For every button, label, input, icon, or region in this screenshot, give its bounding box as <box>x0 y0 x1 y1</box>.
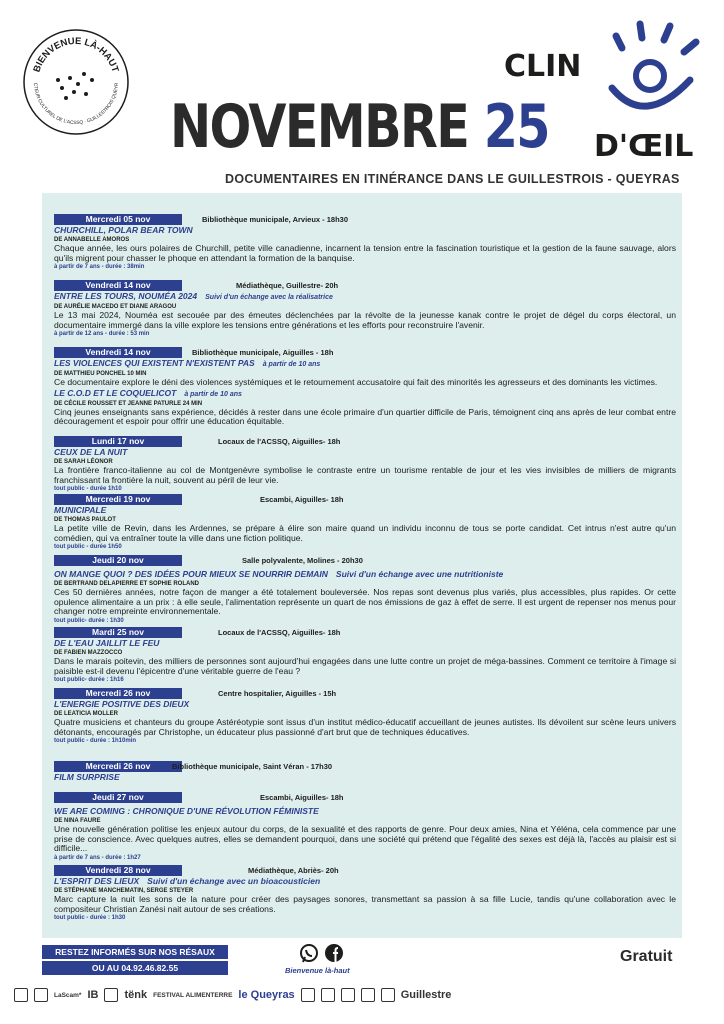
event-meta: tout public- durée : 1h30 <box>54 617 124 624</box>
event-venue: Locaux de l'ACSSQ, Aiguilles- 18h <box>218 437 341 446</box>
event-item <box>54 761 676 783</box>
event-item <box>54 555 676 626</box>
phone-banner[interactable]: OU AU 04.92.46.82.55 <box>42 961 228 975</box>
film-note: Suivi d'un échange avec une nutritioniste <box>335 569 504 579</box>
film-description: La frontière franco-italienne au col de Montgenèvre symbolise le contraste entre un tourisme rentable de jour et les vies invisibles de milliers de migrants franchissant la frontière la nuit, souvent au péril de leur vie. <box>54 465 676 485</box>
logo-bottom-text: CTEUR CULTUREL DE L'ACSSQ · GUILLESTROIS QUEYR <box>31 82 121 127</box>
event-venue: Médiathèque, Guillestre- 20h <box>236 281 339 290</box>
partner-logo-icon <box>321 988 335 1002</box>
event-date: Jeudi 20 nov <box>54 555 182 566</box>
event-item <box>54 214 676 272</box>
film-director: DE MATTHIEU PONCHEL 10 MIN <box>54 371 147 377</box>
film-note: à partir de 10 ans <box>262 361 321 368</box>
event-meta: tout public- durée : 1h16 <box>54 677 124 684</box>
event-date: Vendredi 28 nov <box>54 865 182 876</box>
film-title: CHURCHILL, POLAR BEAR TOWN <box>54 225 193 235</box>
film-description: Dans le marais poitevin, des milliers de personnes sont aujourd'hui engagées dans une lutte contre un projet de méga-bassines. Comment ce territoire à l'image si paisible est-il devenu l'épicentre d'une véritable guerre de l'eau ? <box>54 656 676 676</box>
film-director: DE CÉCILE ROUSSET ET JEANNE PATURLE 24 MIN <box>54 400 203 407</box>
event-venue: Salle polyvalente, Molines - 20h30 <box>242 556 363 565</box>
event-date: Vendredi 14 nov <box>54 347 182 358</box>
film-description: Quatre musiciens et chanteurs du groupe Astéréotypie sont issus d'un institut médico-éducatif accueillant de jeunes autistes. Ils dévoilent sur scène leurs univers détonants, encouragés par Christophe, un éducateur plus passionné d'art brut que de techniques éducatives. <box>54 717 676 737</box>
film-director: DE SARAH LÉONOR <box>54 459 113 465</box>
event-venue: Bibliothèque municipale, Saint Véran - 17h30 <box>172 762 333 771</box>
event-item <box>54 688 676 746</box>
film-title: MUNICIPALE <box>54 505 107 515</box>
facebook-icon[interactable] <box>325 944 343 962</box>
page-title <box>170 92 549 162</box>
event-venue: Locaux de l'ACSSQ, Aiguilles- 18h <box>218 628 341 637</box>
brand-line2: D'ŒIL <box>594 129 694 164</box>
partner-logo-icon <box>301 988 315 1002</box>
event-meta: tout public - durée 1h50 <box>54 544 122 551</box>
event-meta: à partir de 12 ans - durée : 53 min <box>54 331 150 338</box>
event-venue: Centre hospitalier, Aiguilles - 15h <box>218 689 337 698</box>
event-date: Mercredi 26 nov <box>54 761 182 772</box>
event-date: Mercredi 19 nov <box>54 494 182 505</box>
event-venue: Bibliothèque municipale, Aiguilles - 18h <box>192 348 334 357</box>
event-venue: Bibliothèque municipale, Arvieux - 18h30 <box>202 215 349 224</box>
event-item <box>54 865 676 923</box>
film-title: WE ARE COMING : CHRONIQUE D'UNE RÉVOLUTION FÉMINISTE <box>54 806 319 816</box>
film-description: La petite ville de Revin, dans les Ardennes, se prépare à élire son maire quand un individu inconnu de tous se porte candidat. Cet intrus n'est autre qu'un comédien, qui va entraîner toute la ville dans une fiction politique. <box>54 523 676 543</box>
event-venue: Escambi, Aiguilles- 18h <box>260 495 344 504</box>
free-label: Gratuit <box>620 948 673 965</box>
film-title: L'ENERGIE POSITIVE DES DIEUX <box>54 699 190 709</box>
film-note: à partir de 10 ans <box>184 390 242 398</box>
film-title: DE L'EAU JAILLIT LE FEU <box>54 638 160 648</box>
event-item <box>54 436 676 494</box>
film-description: Ces 50 dernières années, notre façon de manger a été totalement bouleversée. Nos repas sont devenus plus variés, plus accessibles, plus rapides. Or cette opulence alimentaire a un prix : à elle seule, l'alimentation représente un quart de nos émissions de gaz à effet de serre. Il est urgent de repenser nos menus pour changer notre empreinte environnementale. <box>54 587 676 617</box>
film-description: Une nouvelle génération politise les enjeux autour du corps, de la sexualité et des rapports de genre. Pour deux amies, Nina et Yéléna, cela commence par une prise de conscience. Avec quelques autres, elles se demandent pourquoi, dans une société qui prétend que l'égalité des sexes est déjà là, l'accès au plaisir est si difficile... <box>54 824 676 854</box>
partner-logo: LaScam* <box>54 991 82 999</box>
partner-logos <box>14 984 714 1006</box>
film-title: ENTRE LES TOURS, NOUMÉA 2024 <box>54 291 198 301</box>
film-director: DE STÉPHANE MANCHEMATIN, SERGE STEYER <box>54 888 194 894</box>
partner-logo-icon <box>34 988 48 1002</box>
film-director: DE FABIEN MAZZOCCO <box>54 650 123 656</box>
event-meta: tout public - durée : 1h10min <box>54 738 137 745</box>
event-meta: tout public - durée : 1h30 <box>54 915 126 922</box>
event-date: Mercredi 05 nov <box>54 214 182 225</box>
networks-banner: RESTEZ INFORMÉS SUR NOS RÉSAUX <box>42 945 228 959</box>
event-meta: tout public - durée 1h10 <box>54 486 122 493</box>
film-director: DE ANNABELLE AMOROS <box>54 237 130 243</box>
partner-logo: FESTIVAL ALIMENTERRE <box>153 991 233 999</box>
social-label: Bienvenue là-haut <box>285 966 350 975</box>
event-item <box>54 280 676 339</box>
film-director: DE LEATICIA MOLLER <box>54 711 118 717</box>
partner-logo: IB <box>87 989 99 1001</box>
partner-logo-icon <box>341 988 355 1002</box>
event-date: Mercredi 26 nov <box>54 688 182 699</box>
title-year: 25 <box>483 92 549 162</box>
event-item <box>54 792 676 863</box>
film-title: ON MANGE QUOI ? DES IDÉES POUR MIEUX SE NOURRIR DEMAIN <box>54 569 328 579</box>
partner-logo-icon <box>14 988 28 1002</box>
bienvenue-la-haut-logo <box>22 28 130 136</box>
event-date: Mardi 25 nov <box>54 627 182 638</box>
film-note: Suivi d'un échange avec la réalisatrice <box>205 294 333 301</box>
film-title: LE C.O.D ET LE COQUELICOT <box>54 387 177 398</box>
social-icons <box>298 942 348 964</box>
event-meta: à partir de 7 ans - durée : 38min <box>54 264 145 271</box>
event-item <box>54 494 676 552</box>
event-date: Jeudi 27 nov <box>54 792 182 803</box>
partner-logo: tënk <box>124 989 148 1001</box>
film-title: CEUX DE LA NUIT <box>54 447 128 457</box>
film-description: Chaque année, les ours polaires de Churchill, petite ville canadienne, incarnent la tension entre la fascination touristique et la gestion de la faune sauvage, alors qu'ils migrent pour chasser le phoque en attendant la formation de la banquise. <box>54 243 676 263</box>
film-title: FILM SURPRISE <box>54 772 120 782</box>
event-meta: à partir de 7 ans - durée : 1h27 <box>54 854 141 861</box>
partner-logo-icon <box>104 988 118 1002</box>
film-director: DE BERTRAND DELAPIERRE ET SOPHIE ROLAND <box>54 581 200 587</box>
whatsapp-icon[interactable] <box>301 945 317 962</box>
logo-top-text: BIENVENUE LÀ-HAUT <box>31 35 121 74</box>
film-director: DE NINA FAURE <box>54 818 101 824</box>
partner-logo: Guillestre <box>400 989 452 1001</box>
event-date: Lundi 17 nov <box>54 436 182 447</box>
film-description: Ce documentaire explore le déni des violences systémiques et le retournement accusatoire qui fait des minorités les agresseurs et des dominants les victimes. <box>54 377 658 387</box>
eye-icon <box>612 24 696 106</box>
event-date: Vendredi 14 nov <box>54 280 182 291</box>
film-description: Cinq jeunes enseignants sans expérience, décidés à rester dans une école primaire d'un quartier difficile de Paris, témoignent cinq ans après de leur combat entre découragement et espoir pour offrir une éducation équitable. <box>54 406 676 427</box>
film-note: Suivi d'un échange avec un bioacousticien <box>147 876 321 886</box>
event-venue: Médiathèque, Abriès- 20h <box>248 866 339 875</box>
brand-line1: CLIN <box>504 49 582 84</box>
partner-logo: le Queyras <box>238 989 295 1001</box>
event-item <box>54 347 676 427</box>
partner-logo-icon <box>381 988 395 1002</box>
film-director: DE THOMAS PAULOT <box>54 517 116 523</box>
event-item <box>54 627 676 685</box>
film-description: Marc capture la nuit les sons de la nature pour créer des paysages sonores, transmettant sa passion à sa fille Lucie, tandis qu'une collaboration avec le compositeur Christian Zanési nait autour de ses créations. <box>54 894 676 914</box>
film-director: DE AURÉLIE MACEDO ET DIANE ARAGOU <box>54 304 177 310</box>
film-description: Le 13 mai 2024, Nouméa est secouée par des émeutes déclenchées par la révolte de la jeunesse kanak contre le projet de dégel du corps électoral, un documentaire immergé dans la ville explore les tensions entre générations et les efforts pour reconstruire l'avenir. <box>54 310 676 330</box>
partner-logo-icon <box>361 988 375 1002</box>
film-title: LES VIOLENCES QUI EXISTENT N'EXISTENT PAS <box>54 358 255 368</box>
film-title: L'ESPRIT DES LIEUX <box>54 876 140 886</box>
page-subtitle: DOCUMENTAIRES EN ITINÉRANCE DANS LE GUILLESTROIS - QUEYRAS <box>225 172 680 186</box>
title-month: NOVEMBRE <box>170 92 469 162</box>
event-venue: Escambi, Aiguilles- 18h <box>260 793 344 802</box>
